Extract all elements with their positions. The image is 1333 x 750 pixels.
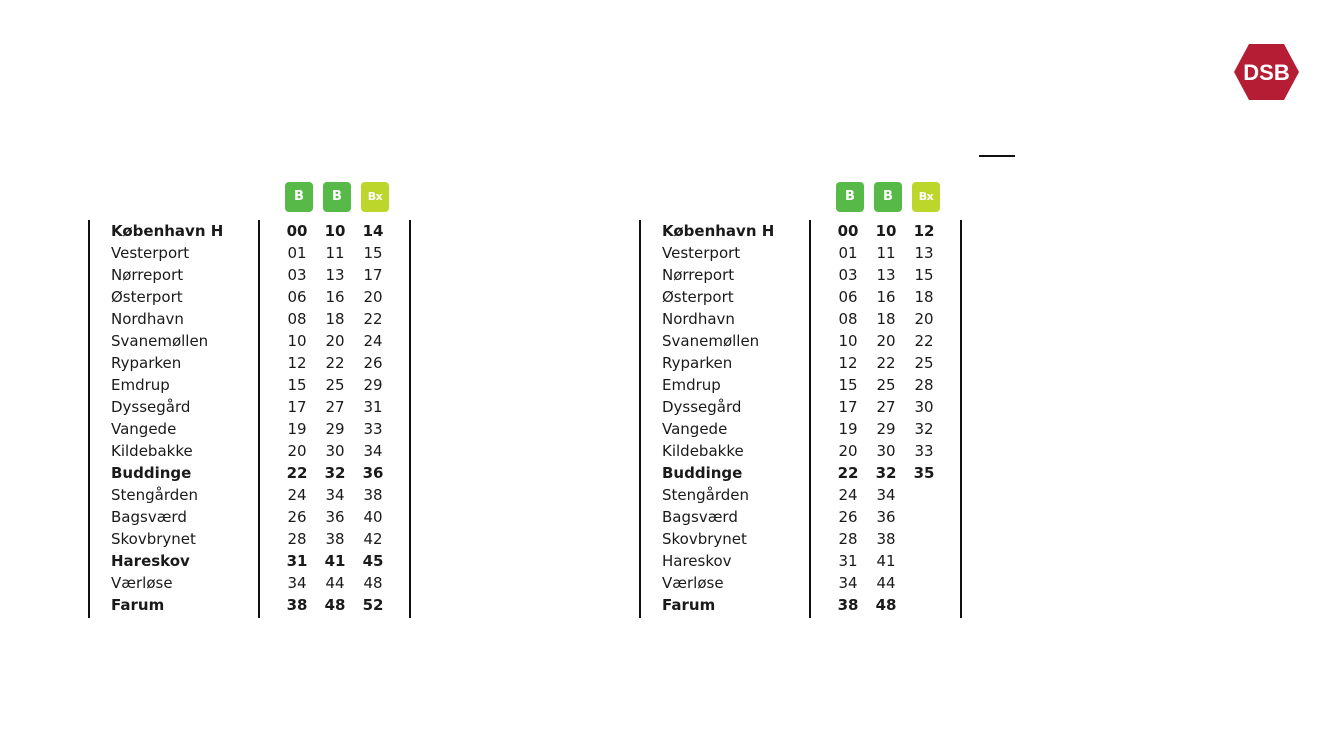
- dash-mark: [979, 155, 1015, 157]
- departure-minute: 34: [876, 486, 896, 504]
- table-row: [80, 418, 410, 440]
- table-row: [80, 330, 410, 352]
- table-row: [631, 308, 961, 330]
- line-badge-b-1: B: [285, 182, 313, 212]
- table-row: [80, 220, 410, 242]
- departure-minute: 19: [287, 420, 307, 438]
- departure-minute: 25: [914, 354, 934, 372]
- departure-minute: 30: [914, 398, 934, 416]
- departure-minute: 38: [837, 596, 859, 614]
- departure-minute: 08: [838, 310, 858, 328]
- station-name: Kildebakke: [662, 442, 744, 460]
- departure-minute: 27: [876, 398, 896, 416]
- station-name: Hareskov: [111, 552, 190, 570]
- table-row: [80, 528, 410, 550]
- station-name: Emdrup: [662, 376, 721, 394]
- departure-minute: 38: [876, 530, 896, 548]
- departure-minute: 24: [287, 486, 307, 504]
- departure-minute: 41: [876, 552, 896, 570]
- station-name: Østerport: [662, 288, 734, 306]
- table-row: [80, 506, 410, 528]
- departure-minute: 17: [838, 398, 858, 416]
- station-name: Ryparken: [662, 354, 733, 372]
- line-badge-bx: Bx: [912, 182, 940, 212]
- station-name: Værløse: [662, 574, 724, 592]
- departure-minute: 13: [325, 266, 345, 284]
- table-row: [631, 506, 961, 528]
- departure-minute: 36: [876, 508, 896, 526]
- table-row: [631, 264, 961, 286]
- departure-minute: 29: [325, 420, 345, 438]
- departure-minute: 29: [363, 376, 383, 394]
- station-name: Vesterport: [662, 244, 741, 262]
- line-badge-b-2: B: [874, 182, 902, 212]
- departure-minute: 20: [325, 332, 345, 350]
- table-row: [631, 330, 961, 352]
- departure-minute: 13: [914, 244, 934, 262]
- departure-minute: 27: [325, 398, 345, 416]
- table-row: [631, 462, 961, 484]
- departure-minute: 48: [875, 596, 897, 614]
- departure-minute: 20: [876, 332, 896, 350]
- table-row: [80, 286, 410, 308]
- departure-minute: 48: [363, 574, 383, 592]
- departure-minute: 24: [838, 486, 858, 504]
- table-row: [80, 264, 410, 286]
- departure-minute: 22: [876, 354, 896, 372]
- departure-minute: 10: [287, 332, 307, 350]
- departure-minute: 20: [914, 310, 934, 328]
- station-name: Østerport: [111, 288, 183, 306]
- departure-minute: 44: [876, 574, 896, 592]
- departure-minute: 25: [325, 376, 345, 394]
- table-row: [631, 220, 961, 242]
- departure-minute: 19: [838, 420, 858, 438]
- departure-minute: 10: [324, 222, 346, 240]
- departure-minute: 34: [325, 486, 345, 504]
- timetable-rows: [80, 220, 410, 616]
- table-row: [631, 528, 961, 550]
- departure-minute: 32: [324, 464, 346, 482]
- departure-minute: 42: [363, 530, 383, 548]
- table-row: [80, 484, 410, 506]
- station-name: Svanemøllen: [662, 332, 760, 350]
- timetable-rows: [631, 220, 961, 616]
- station-name: Ryparken: [111, 354, 182, 372]
- departure-minute: 00: [286, 222, 308, 240]
- departure-minute: 38: [325, 530, 345, 548]
- table-row: [80, 462, 410, 484]
- station-name: Dyssegård: [111, 398, 191, 416]
- departure-minute: 25: [876, 376, 896, 394]
- departure-minute: 26: [363, 354, 383, 372]
- station-name: Stengården: [662, 486, 750, 504]
- departure-minute: 20: [287, 442, 307, 460]
- departure-minute: 22: [286, 464, 308, 482]
- station-name: Svanemøllen: [111, 332, 209, 350]
- table-row: [631, 242, 961, 264]
- dsb-logo-text: DSB: [1243, 60, 1290, 85]
- departure-minute: 11: [876, 244, 896, 262]
- departure-minute: 28: [914, 376, 934, 394]
- departure-minute: 44: [325, 574, 345, 592]
- departure-minute: 22: [837, 464, 859, 482]
- station-name: Buddinge: [111, 464, 192, 482]
- station-name: Farum: [111, 596, 165, 614]
- departure-minute: 12: [838, 354, 858, 372]
- departure-minute: 01: [287, 244, 307, 262]
- table-row: [80, 242, 410, 264]
- departure-minute: 20: [838, 442, 858, 460]
- departure-minute: 48: [324, 596, 346, 614]
- table-row: [631, 572, 961, 594]
- departure-minute: 01: [838, 244, 858, 262]
- station-name: København H: [662, 222, 775, 240]
- departure-minute: 14: [362, 222, 384, 240]
- departure-minute: 34: [287, 574, 307, 592]
- departure-minute: 17: [363, 266, 383, 284]
- table-row: [631, 418, 961, 440]
- departure-minute: 29: [876, 420, 896, 438]
- departure-minute: 28: [838, 530, 858, 548]
- station-name: Nørreport: [111, 266, 184, 284]
- departure-minute: 52: [362, 596, 384, 614]
- departure-minute: 41: [324, 552, 346, 570]
- table-row: [80, 572, 410, 594]
- departure-minute: 03: [287, 266, 307, 284]
- departure-minute: 12: [913, 222, 935, 240]
- table-row: [80, 440, 410, 462]
- departure-minute: 17: [287, 398, 307, 416]
- table-row: [631, 396, 961, 418]
- table-row: [80, 308, 410, 330]
- departure-minute: 30: [876, 442, 896, 460]
- departure-minute: 12: [287, 354, 307, 372]
- departure-minute: 15: [287, 376, 307, 394]
- station-name: Vangede: [111, 420, 177, 438]
- departure-minute: 28: [287, 530, 307, 548]
- departure-minute: 31: [363, 398, 383, 416]
- table-row: [80, 352, 410, 374]
- timetable-right: [631, 182, 961, 622]
- departure-minute: 40: [363, 508, 383, 526]
- departure-minute: 11: [325, 244, 345, 262]
- line-badge-b-2: B: [323, 182, 351, 212]
- table-row: [631, 594, 961, 616]
- departure-minute: 38: [363, 486, 383, 504]
- dsb-logo: [1233, 43, 1300, 101]
- departure-minute: 13: [876, 266, 896, 284]
- line-badge-b-1: B: [836, 182, 864, 212]
- station-name: Bagsværd: [662, 508, 738, 526]
- departure-minute: 10: [875, 222, 897, 240]
- station-name: Kildebakke: [111, 442, 193, 460]
- departure-minute: 32: [914, 420, 934, 438]
- station-name: Farum: [662, 596, 716, 614]
- departure-minute: 16: [876, 288, 896, 306]
- departure-minute: 31: [286, 552, 308, 570]
- table-row: [631, 440, 961, 462]
- station-name: Dyssegård: [662, 398, 742, 416]
- table-row: [80, 374, 410, 396]
- station-name: Nordhavn: [111, 310, 184, 328]
- departure-minute: 15: [838, 376, 858, 394]
- departure-minute: 26: [287, 508, 307, 526]
- station-name: Skovbrynet: [111, 530, 196, 548]
- departure-minute: 20: [363, 288, 383, 306]
- station-name: Hareskov: [662, 552, 732, 570]
- station-name: København H: [111, 222, 224, 240]
- departure-minute: 16: [325, 288, 345, 306]
- table-row: [631, 352, 961, 374]
- line-badge-bx: Bx: [361, 182, 389, 212]
- departure-minute: 22: [914, 332, 934, 350]
- departure-minute: 08: [287, 310, 307, 328]
- station-name: Buddinge: [662, 464, 743, 482]
- departure-minute: 32: [875, 464, 897, 482]
- departure-minute: 36: [362, 464, 384, 482]
- departure-minute: 10: [838, 332, 858, 350]
- departure-minute: 18: [876, 310, 896, 328]
- table-row: [80, 594, 410, 616]
- departure-minute: 06: [838, 288, 858, 306]
- station-name: Vangede: [662, 420, 728, 438]
- departure-minute: 45: [362, 552, 384, 570]
- station-name: Nordhavn: [662, 310, 735, 328]
- station-name: Stengården: [111, 486, 199, 504]
- departure-minute: 31: [838, 552, 858, 570]
- departure-minute: 33: [363, 420, 383, 438]
- departure-minute: 35: [913, 464, 935, 482]
- departure-minute: 22: [325, 354, 345, 372]
- timetable-left: [80, 182, 410, 622]
- departure-minute: 00: [837, 222, 859, 240]
- departure-minute: 38: [286, 596, 308, 614]
- departure-minute: 36: [325, 508, 345, 526]
- departure-minute: 03: [838, 266, 858, 284]
- table-row: [631, 286, 961, 308]
- table-row: [631, 374, 961, 396]
- table-row: [631, 550, 961, 572]
- station-name: Emdrup: [111, 376, 170, 394]
- departure-minute: 18: [914, 288, 934, 306]
- departure-minute: 33: [914, 442, 934, 460]
- station-name: Værløse: [111, 574, 173, 592]
- station-name: Bagsværd: [111, 508, 187, 526]
- table-row: [80, 396, 410, 418]
- table-row: [80, 550, 410, 572]
- departure-minute: 18: [325, 310, 345, 328]
- departure-minute: 15: [914, 266, 934, 284]
- table-row: [631, 484, 961, 506]
- departure-minute: 34: [363, 442, 383, 460]
- station-name: Vesterport: [111, 244, 190, 262]
- departure-minute: 22: [363, 310, 383, 328]
- departure-minute: 26: [838, 508, 858, 526]
- departure-minute: 34: [838, 574, 858, 592]
- departure-minute: 15: [363, 244, 383, 262]
- departure-minute: 24: [363, 332, 383, 350]
- station-name: Nørreport: [662, 266, 735, 284]
- departure-minute: 30: [325, 442, 345, 460]
- departure-minute: 06: [287, 288, 307, 306]
- station-name: Skovbrynet: [662, 530, 747, 548]
